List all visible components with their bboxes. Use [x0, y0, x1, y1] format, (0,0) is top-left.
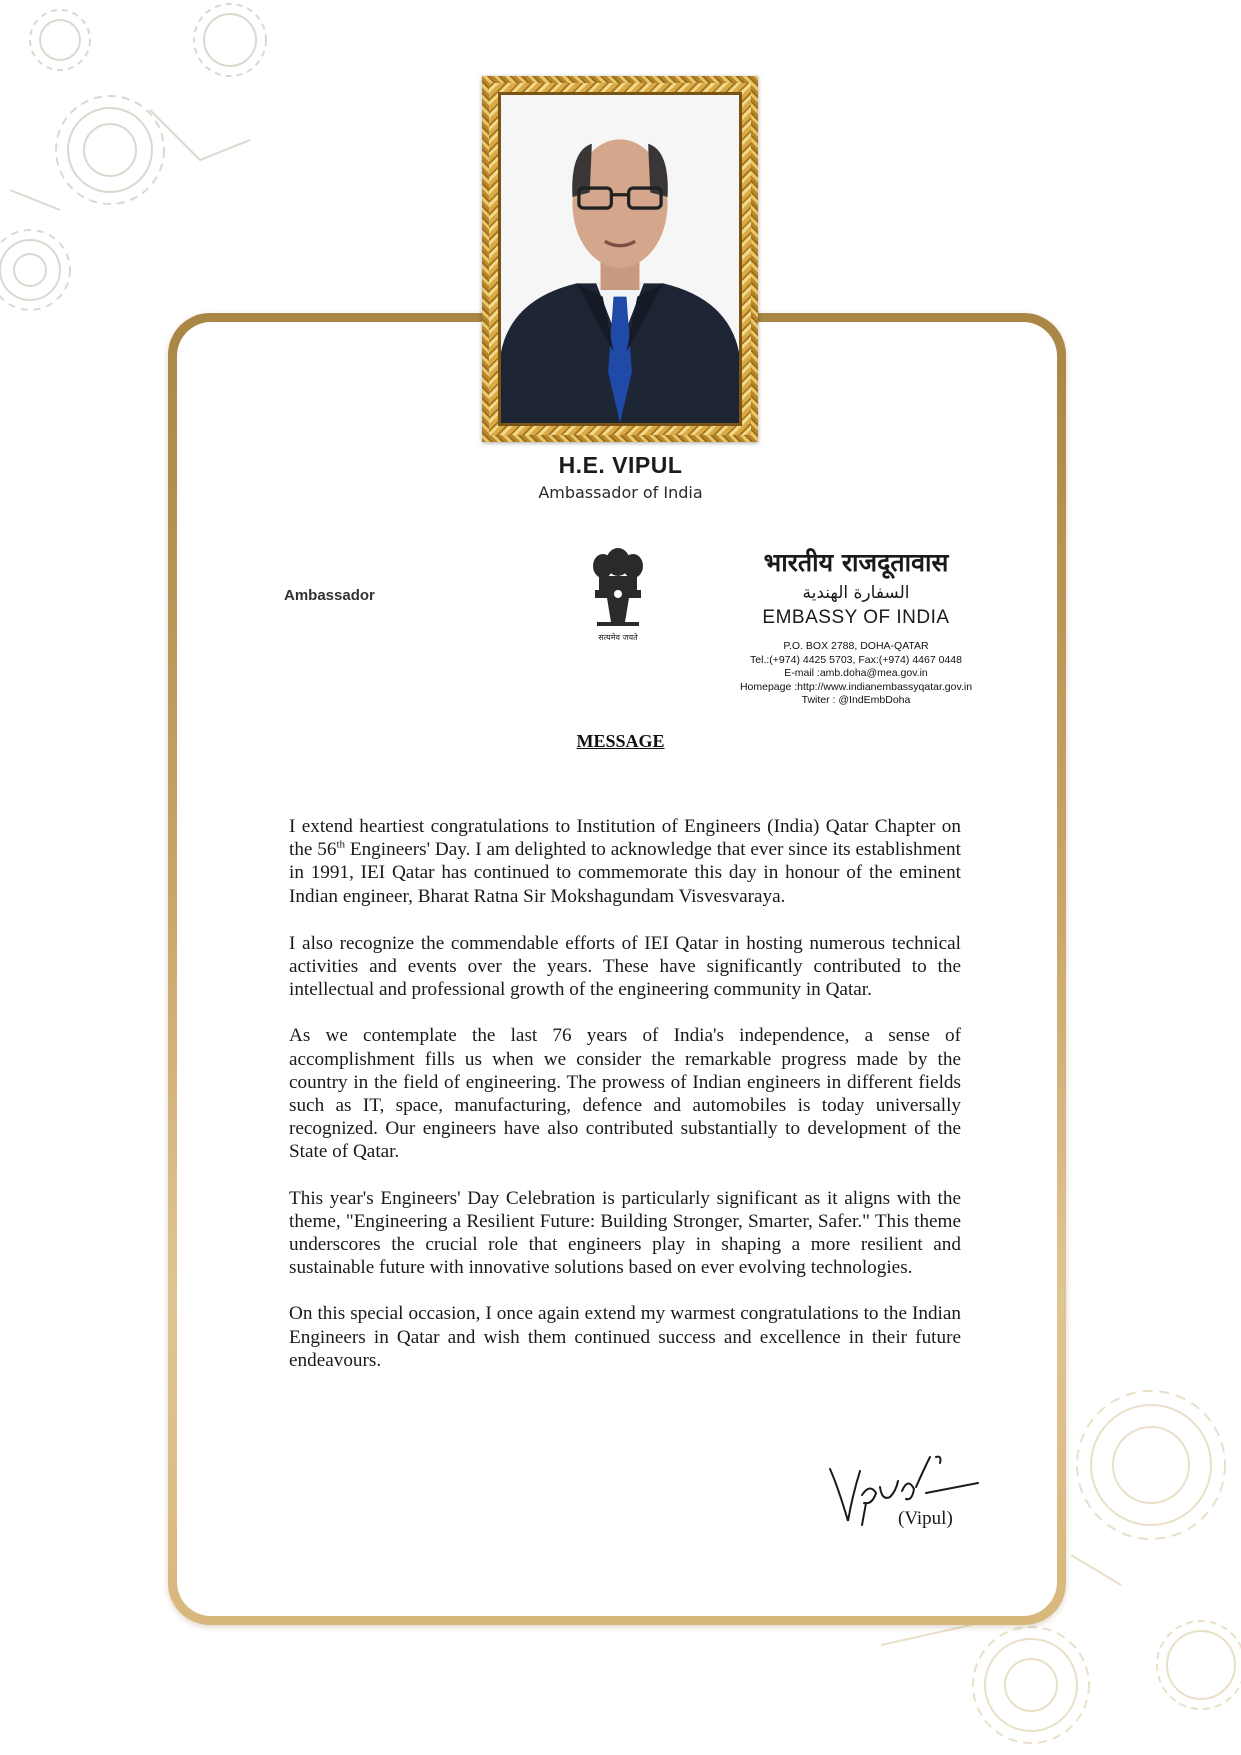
embassy-twitter: Twiter : @IndEmbDoha	[801, 694, 911, 706]
embassy-contact-block	[700, 640, 1012, 708]
embassy-homepage: Homepage :http://www.indianembassyqatar.gov.in	[739, 680, 973, 693]
embassy-title-arabic: السفارة الهندية	[802, 583, 910, 603]
ambassador-name: H.E. VIPUL	[558, 452, 683, 478]
portrait-person-icon	[501, 95, 739, 423]
superscript: th	[336, 838, 346, 851]
message-paragraph: I also recognize the commendable efforts of IEI Qatar in hosting numerous technical activities and events over the years. These have significantly contributed to the intellectual and professional growth of the engineering community in Qatar.	[289, 932, 961, 1001]
letterhead-ambassador-label: Ambassador	[284, 587, 375, 604]
embassy-phone: Tel.:(+974) 4425 5703, Fax:(+974) 4467 0448	[750, 653, 962, 666]
message-title: MESSAGE	[576, 731, 665, 751]
message-paragraph: On this special occasion, I once again extend my warmest congratulations to the Indian Engineers in Qatar and wish them continued success and excellence in their future endeavours.	[289, 1303, 961, 1371]
message-paragraph: As we contemplate the last 76 years of India's independence, a sense of accomplishment fills us when we consider the remarkable progress made by the country in the field of engineering. The prowess of Indian engineers in different fields such as IT, space, manufacturing, defence and automobiles is today universally recognized. Our engineers have also contributed substantially to development of the State of Qatar.	[289, 1025, 961, 1163]
embassy-title-hindi: भारतीय राजदूतावास	[763, 548, 949, 577]
signature-name: (Vipul)	[898, 1508, 953, 1529]
portrait-frame-ornament	[489, 83, 751, 435]
portrait-photo	[498, 92, 742, 426]
embassy-header	[716, 548, 996, 630]
message-paragraph	[289, 815, 961, 908]
gears-decoration-icon	[0, 0, 300, 330]
paragraph-text: I extend heartiest congratulations to Institution of Engineers (India) Qatar Chapter on the 56	[289, 816, 961, 861]
embassy-title-english: EMBASSY OF INDIA	[762, 607, 950, 628]
message-paragraph: This year's Engineers' Day Celebration is particularly significant as it aligns with the theme, "Engineering a Resilient Future: Building Stronger, Smarter, Safer." This theme underscores the crucial role that engineers play in shaping a more resilient and sustainable future with innovative solutions based on ever evolving technologies.	[289, 1187, 961, 1279]
ambassador-role: Ambassador of India	[538, 483, 703, 502]
embassy-email: E-mail :amb.doha@mea.gov.in	[784, 667, 928, 679]
embassy-address: P.O. BOX 2788, DOHA-QATAR	[783, 640, 929, 652]
emblem-motto: सत्यमेव जयते	[598, 633, 638, 642]
message-body	[289, 815, 961, 1395]
portrait-frame	[482, 76, 758, 442]
national-emblem-icon	[585, 544, 651, 644]
paragraph-text: Engineers' Day. I am delighted to acknowledge that ever since its establishment in 1991, IEI Qatar has continued to commemorate this day in honour of the eminent Indian engineer, Bharat Ratna Sir Mokshagundam Visvesvaraya.	[289, 839, 961, 907]
